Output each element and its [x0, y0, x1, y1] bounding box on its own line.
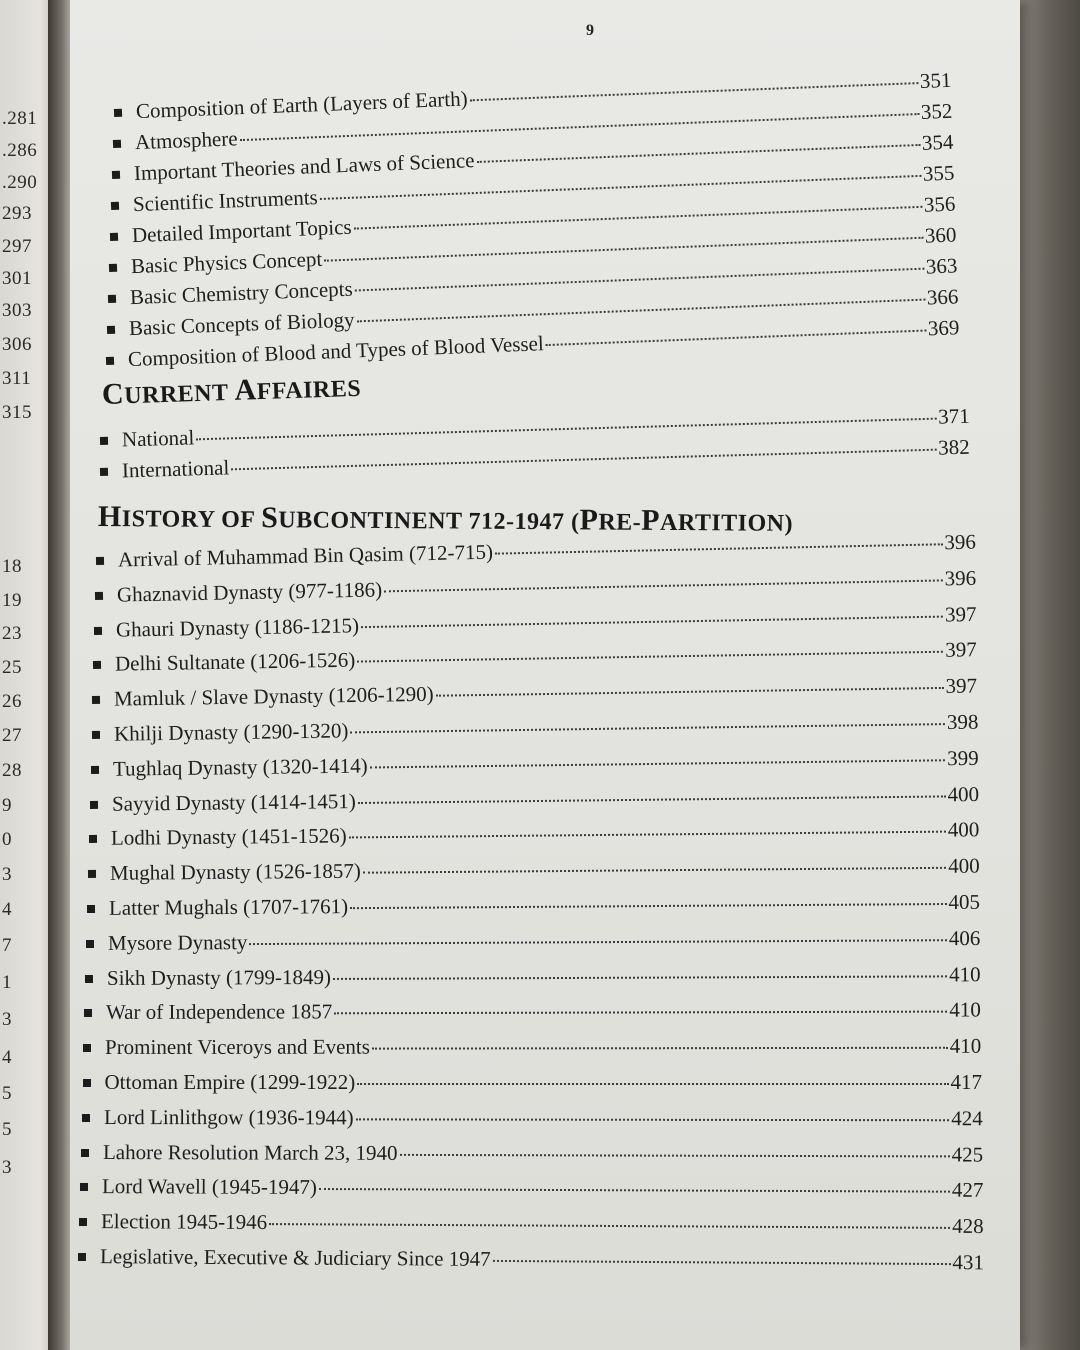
entry-title: International	[121, 455, 230, 483]
entry-page-number: 369	[927, 315, 960, 341]
dot-leader	[335, 1011, 948, 1015]
entry-page-number: 396	[944, 529, 977, 555]
current-affairs-heading	[101, 370, 361, 412]
bullet-icon	[88, 870, 96, 878]
entry-title: Composition of Earth (Layers of Earth)	[135, 86, 469, 124]
entry-title: Composition of Blood and Types of Blood Vessel	[127, 331, 545, 372]
previous-page-number: 4	[2, 1047, 12, 1068]
entry-page-number: 397	[944, 601, 977, 627]
next-page-edge	[1020, 0, 1080, 1350]
entry-page-number: 399	[946, 745, 979, 771]
bullet-icon	[114, 109, 122, 117]
toc-entry	[92, 674, 977, 713]
previous-page-number: 3	[2, 1009, 12, 1030]
dot-leader	[384, 579, 943, 592]
entry-page-number: 371	[937, 403, 970, 429]
toc-entry	[88, 854, 980, 886]
entry-title: Arrival of Muhammad Bin Qasim (712-715)	[117, 539, 494, 572]
dot-leader	[436, 687, 944, 697]
toc-entry	[81, 1140, 983, 1168]
bullet-icon	[82, 1114, 90, 1122]
entry-page-number: 410	[950, 1033, 982, 1058]
previous-page-number: 28	[2, 760, 22, 781]
entry-title: Tughlaq Dynasty (1320-1414)	[112, 753, 368, 781]
toc-entry	[95, 566, 977, 608]
bullet-icon	[80, 1183, 88, 1191]
entry-page-number: 360	[924, 222, 957, 248]
heading-text: ARTITION)	[659, 509, 794, 537]
entry-title: Lahore Resolution March 23, 1940	[102, 1139, 398, 1165]
entry-title: War of Independence 1857	[106, 999, 333, 1025]
bullet-icon	[87, 905, 95, 913]
bullet-icon	[94, 626, 102, 634]
previous-page-number: 18	[2, 556, 22, 577]
entry-title: Mamluk / Slave Dynasty (1206-1290)	[114, 681, 435, 711]
heading-text: RE-	[598, 509, 642, 536]
entry-page-number: 366	[926, 284, 959, 310]
entry-title: Mughal Dynasty (1526-1857)	[109, 858, 361, 886]
entry-page-number: 396	[944, 565, 977, 591]
dot-leader	[348, 831, 945, 839]
entry-page-number: 400	[947, 853, 980, 878]
entry-page-number: 351	[919, 67, 952, 94]
heading-text: FFAIRES	[256, 375, 362, 406]
toc-entry	[87, 890, 980, 921]
entry-page-number: 405	[948, 889, 981, 914]
entry-page-number: 354	[921, 129, 954, 155]
entry-title: Prominent Viceroys and Events	[105, 1034, 371, 1060]
previous-page-number: 1	[2, 972, 12, 993]
toc-entry	[82, 1105, 983, 1131]
dot-leader	[269, 1223, 950, 1229]
dot-leader	[350, 903, 946, 909]
heading-text: URRENT	[123, 379, 235, 410]
previous-page-number: 25	[2, 657, 22, 678]
entry-title: Basic Chemistry Concepts	[129, 276, 354, 310]
dot-leader	[357, 795, 945, 804]
bullet-icon	[92, 696, 100, 704]
bullet-icon	[107, 326, 115, 334]
entry-page-number: 424	[950, 1106, 983, 1131]
toc-entry	[90, 746, 978, 782]
entry-title: Basic Concepts of Biology	[128, 307, 355, 341]
dot-leader	[333, 975, 947, 980]
entry-page-number: 355	[922, 160, 955, 186]
previous-page-number: 27	[2, 725, 22, 746]
dot-leader	[493, 1260, 951, 1265]
previous-page-number: .290	[2, 172, 38, 193]
previous-page-number: 7	[2, 935, 12, 956]
dot-leader	[369, 759, 945, 768]
bullet-icon	[83, 1079, 91, 1087]
entry-title: Legislative, Executive & Judiciary Since 1947	[99, 1244, 491, 1271]
bullet-icon	[110, 233, 118, 241]
entry-title: National	[121, 425, 195, 452]
entry-page-number: 417	[950, 1070, 982, 1094]
previous-page-number: 297	[2, 236, 32, 257]
previous-page-number: 5	[2, 1083, 12, 1104]
toc-entry	[84, 998, 981, 1026]
dot-leader	[250, 939, 947, 945]
previous-page-number: 5	[2, 1119, 12, 1140]
toc-entry	[78, 1244, 984, 1275]
bullet-icon	[93, 661, 101, 669]
previous-page-number: 3	[2, 1157, 12, 1178]
heading-cap-letter: S	[261, 501, 279, 535]
entry-title: Ottoman Empire (1299-1922)	[104, 1070, 356, 1094]
entry-page-number: 428	[952, 1214, 984, 1239]
previous-page-number: 4	[2, 899, 12, 920]
toc-page	[70, 0, 1020, 1350]
toc-entry	[91, 710, 978, 747]
entry-page-number: 397	[945, 637, 978, 663]
previous-page-number: 293	[2, 203, 32, 224]
dot-leader	[399, 1153, 949, 1157]
page-number: 9	[586, 22, 594, 39]
toc-entry	[94, 602, 977, 643]
bullet-icon	[89, 835, 97, 843]
bullet-icon	[84, 1009, 92, 1017]
entry-page-number: 410	[949, 961, 981, 986]
entry-title: Khilji Dynasty (1290-1320)	[113, 718, 349, 746]
heading-cap-letter: C	[101, 377, 125, 411]
entry-title: Scientific Instruments	[132, 185, 319, 217]
dot-leader	[363, 867, 946, 874]
bullet-icon	[106, 357, 114, 365]
entry-title: Lord Wavell (1945-1947)	[101, 1174, 317, 1200]
toc-entry	[83, 1034, 981, 1060]
dot-leader	[355, 1118, 949, 1121]
bullet-icon	[108, 295, 116, 303]
heading-cap-letter: A	[233, 373, 258, 407]
history-heading	[98, 500, 793, 539]
heading-cap-letter: P	[579, 503, 599, 537]
entry-title: Sayyid Dynasty (1414-1451)	[111, 788, 356, 816]
previous-page-number: 0	[2, 829, 12, 850]
bullet-icon	[78, 1253, 86, 1261]
previous-page-number: 303	[2, 300, 32, 321]
entry-page-number: 398	[946, 709, 979, 735]
entry-page-number: 406	[948, 925, 981, 950]
dot-leader	[495, 543, 942, 554]
bullet-icon	[79, 1218, 87, 1226]
entry-title: Basic Physics Concept	[130, 246, 323, 279]
entry-page-number: 400	[947, 781, 979, 807]
entry-page-number: 397	[945, 673, 978, 699]
dot-leader	[319, 1188, 950, 1193]
bullet-icon	[100, 468, 108, 476]
bullet-icon	[91, 731, 99, 739]
dot-leader	[361, 615, 943, 628]
previous-page-number: 23	[2, 623, 22, 644]
toc-entry	[80, 1174, 983, 1203]
previous-page-number: 301	[2, 268, 32, 289]
previous-page-number: 19	[2, 590, 22, 611]
toc-entry	[83, 1070, 983, 1095]
heading-cap-letter: P	[641, 503, 661, 537]
toc-entry	[79, 1209, 984, 1239]
entry-title: Detailed Important Topics	[131, 214, 353, 248]
previous-page-number: 9	[2, 795, 12, 816]
bullet-icon	[95, 592, 103, 600]
toc-entry	[90, 782, 979, 817]
entry-title: Ghaznavid Dynasty (977-1186)	[116, 577, 383, 607]
dot-leader	[470, 82, 918, 101]
previous-page-number: .281	[2, 108, 38, 129]
bullet-icon	[96, 557, 104, 565]
entry-title: Ghauri Dynasty (1186-1215)	[115, 612, 360, 642]
entry-title: Lord Linlithgow (1936-1944)	[103, 1104, 354, 1130]
entry-title: Latter Mughals (1707-1761)	[108, 894, 349, 920]
previous-page-number: 306	[2, 334, 32, 355]
entry-title: Sikh Dynasty (1799-1849)	[107, 964, 332, 990]
toc-entry	[85, 962, 981, 991]
heading-cap-letter: H	[97, 500, 122, 534]
bullet-icon	[91, 766, 99, 774]
bullet-icon	[86, 940, 94, 948]
entry-page-number: 352	[920, 98, 953, 124]
dot-leader	[372, 1047, 948, 1050]
previous-page-number: .286	[2, 140, 38, 161]
bullet-icon	[109, 264, 117, 272]
bullet-icon	[113, 140, 121, 148]
entry-title: Mysore Dynasty	[108, 929, 248, 955]
previous-page-number: 315	[2, 402, 32, 423]
entry-page-number: 427	[951, 1178, 984, 1203]
bullet-icon	[85, 975, 93, 983]
previous-page-number: 26	[2, 691, 22, 712]
heading-text: ISTORY OF	[121, 506, 262, 534]
entry-page-number: 382	[937, 434, 970, 460]
dot-leader	[358, 651, 944, 663]
entry-page-number: 425	[951, 1142, 983, 1167]
bullet-icon	[90, 801, 98, 809]
toc-entry	[86, 926, 980, 956]
dot-leader	[350, 723, 944, 733]
entry-title: Election 1945-1946	[100, 1209, 268, 1235]
entry-page-number: 431	[952, 1250, 985, 1275]
toc-entry	[93, 638, 977, 678]
dot-leader	[196, 418, 936, 441]
bullet-icon	[100, 437, 108, 445]
dot-leader	[546, 330, 926, 347]
previous-page-number: 3	[2, 864, 12, 885]
entry-title: Important Theories and Laws of Science	[133, 148, 475, 186]
previous-page-number: 311	[2, 368, 32, 389]
entry-title: Atmosphere	[134, 126, 239, 155]
dot-leader	[477, 144, 920, 163]
entry-title: Delhi Sultanate (1206-1526)	[115, 647, 356, 677]
entry-page-number: 356	[923, 191, 956, 217]
bullet-icon	[81, 1149, 89, 1157]
bullet-icon	[112, 171, 120, 179]
heading-text: UBCONTINENT 712-1947 (	[278, 507, 580, 536]
dot-leader	[231, 449, 936, 471]
entry-page-number: 363	[925, 253, 958, 279]
entry-page-number: 400	[947, 817, 980, 842]
entry-page-number: 410	[949, 997, 982, 1022]
bullet-icon	[111, 202, 119, 210]
toc-entry	[89, 818, 980, 852]
entry-title: Lodhi Dynasty (1451-1526)	[110, 823, 347, 851]
dot-leader	[357, 1083, 948, 1085]
bullet-icon	[83, 1044, 91, 1052]
